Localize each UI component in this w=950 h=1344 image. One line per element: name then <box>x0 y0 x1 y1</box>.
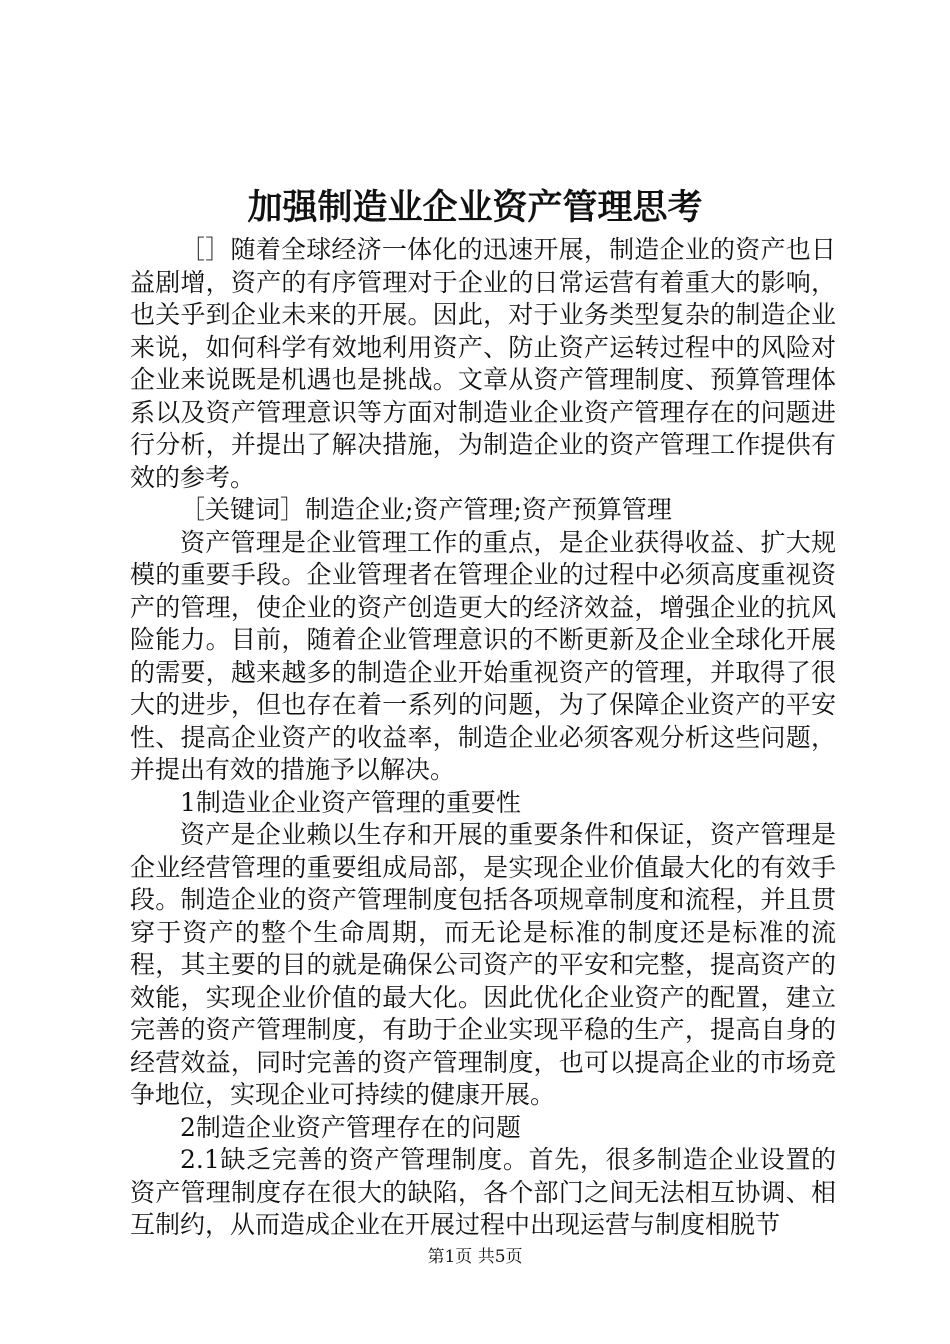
section-2-1-paragraph: 2.1缺乏完善的资产管理制度。首先，很多制造企业设置的资产管理制度存在很大的缺陷，各个部门之间无法相互协调、相互制约，从而造成企业在开展过程中出现运营与制度相脱节 <box>130 1145 836 1239</box>
section-heading-2: 2制造企业资产管理存在的问题 <box>180 1112 521 1142</box>
keywords-paragraph: ［关键词］制造企业;资产管理;资产预算管理 <box>180 495 672 524</box>
document-body <box>130 234 836 1242</box>
document-title: 加强制造业企业资产管理思考 <box>247 187 703 228</box>
section-heading-1: 1制造业企业资产管理的重要性 <box>180 787 521 817</box>
section-1-paragraph: 资产是企业赖以生存和开展的重要条件和保证，资产管理是企业经营管理的重要组成局部，是实现企业价值最大化的有效手段。制造企业的资产管理制度包括各项规章制度和流程，并且贯穿于资产的整个生命周期，而无论是标准的制度还是标准的流程，其主要的目的就是确保公司资产的平安和完整，提高资产的效能，实现企业价值的最大化。因此优化企业资产的配置，建立完善的资产管理制度，有助于企业实现平稳的生产，提高自身的经营效益，同时完善的资产管理制度，也可以提高企业的市场竞争地位，实现企业可持续的健康开展。 <box>130 820 836 1109</box>
page-number-footer: 第1页 共5页 <box>427 1247 523 1267</box>
intro-paragraph: 资产管理是企业管理工作的重点，是企业获得收益、扩大规模的重要手段。企业管理者在管理企业的过程中必须高度重视资产的管理，使企业的资产创造更大的经济效益，增强企业的抗风险能力。目前，随着企业管理意识的不断更新及企业全球化开展的需要，越来越多的制造企业开始重视资产的管理，并取得了很大的进步，但也存在着一系列的问题，为了保障企业资产的平安性、提高企业资产的收益率，制造企业必须客观分析这些问题，并提出有效的措施予以解决。 <box>130 527 836 784</box>
abstract-paragraph: ［］随着全球经济一体化的迅速开展，制造企业的资产也日益剧增，资产的有序管理对于企业的日常运营有着重大的影响，也关乎到企业未来的开展。因此，对于业务类型复杂的制造企业来说，如何科学有效地利用资产、防止资产运转过程中的风险对企业来说既是机遇也是挑战。文章从资产管理制度、预算管理体系以及资产管理意识等方面对制造业企业资产管理存在的问题进行分析，并提出了解决措施，为制造企业的资产管理工作提供有效的参考。 <box>130 235 836 492</box>
